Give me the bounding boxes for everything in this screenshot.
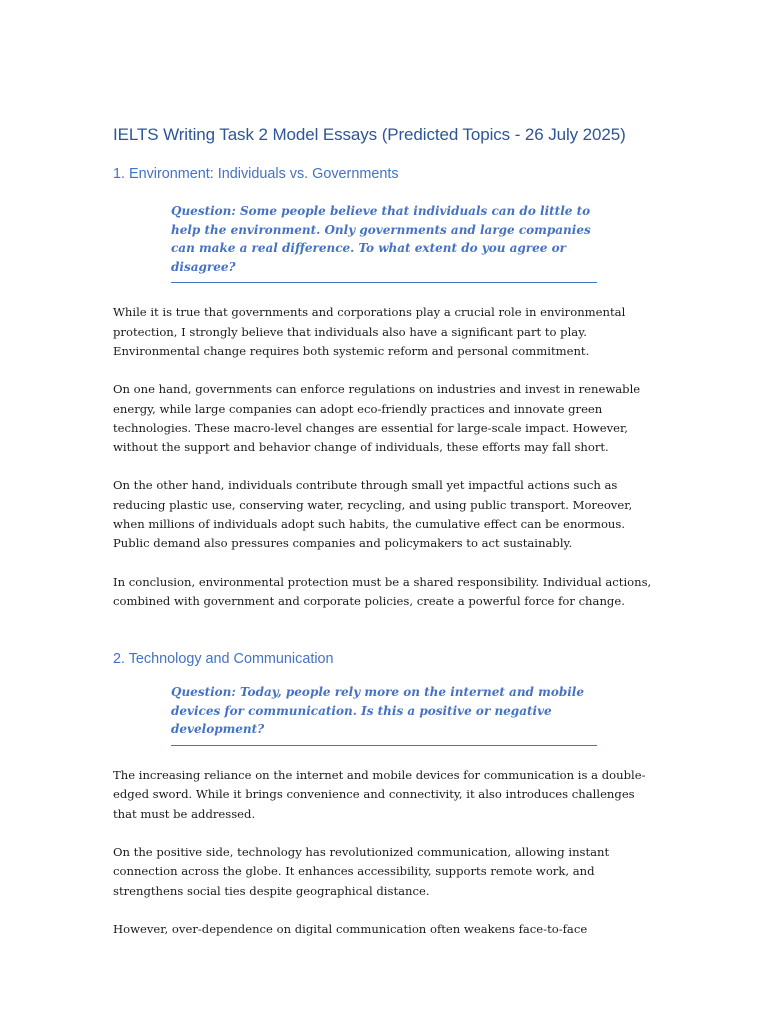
question-technology: Question: Today, people rely more on the internet and mobile devices for communication. Is this a positive or negative development? bbox=[171, 683, 597, 746]
paragraph-body2-technology: However, over-dependence on digital communication often weakens face-to-face bbox=[113, 921, 588, 936]
paragraph-body1-environment: On one hand, governments can enforce regulations on industries and invest in renewable energy, while large companies can adopt eco-friendly practices and innovate green technologies. These macro-level changes are essential for large-scale impact. However, without the support and behavior change of individuals, these efforts may fall short. bbox=[113, 382, 641, 455]
section-heading-technology: 2. Technology and Communication bbox=[113, 651, 334, 668]
document-page bbox=[113, 118, 658, 939]
question-environment: Question: Some people believe that individuals can do little to help the environment. Only governments and large companies can make a real difference. To what extent do you agree or disagree? bbox=[171, 202, 597, 283]
essay-section-technology bbox=[113, 649, 658, 939]
essay-section-environment bbox=[113, 164, 658, 611]
paragraph-body2-environment: On the other hand, individuals contribute through small yet impactful actions such as reducing plastic use, conserving water, recycling, and using public transport. Moreover, when millions of individuals adopt such habits, the cumulative effect can be enormous. Public demand also pressures companies and policymakers to act sustainably. bbox=[113, 478, 633, 551]
section-heading-environment: 1. Environment: Individuals vs. Governments bbox=[113, 166, 399, 182]
document-title: IELTS Writing Task 2 Model Essays (Predicted Topics - 26 July 2025) bbox=[113, 125, 626, 144]
paragraph-conclusion-environment: In conclusion, environmental protection must be a shared responsibility. Individual actions, combined with government and corporate policies, create a powerful force for change. bbox=[113, 574, 652, 608]
paragraph-intro-environment: While it is true that governments and corporations play a crucial role in environmental protection, I strongly believe that individuals also have a significant part to play. Environmental change requires both systemic reform and personal commitment. bbox=[113, 305, 626, 358]
paragraph-intro-technology: The increasing reliance on the internet and mobile devices for communication is a double-edged sword. While it brings convenience and connectivity, it also introduces challenges that must be addressed. bbox=[113, 768, 646, 821]
paragraph-body1-technology: On the positive side, technology has revolutionized communication, allowing instant connection across the globe. It enhances accessibility, supports remote work, and strengthens social ties despite geographical distance. bbox=[113, 844, 610, 898]
